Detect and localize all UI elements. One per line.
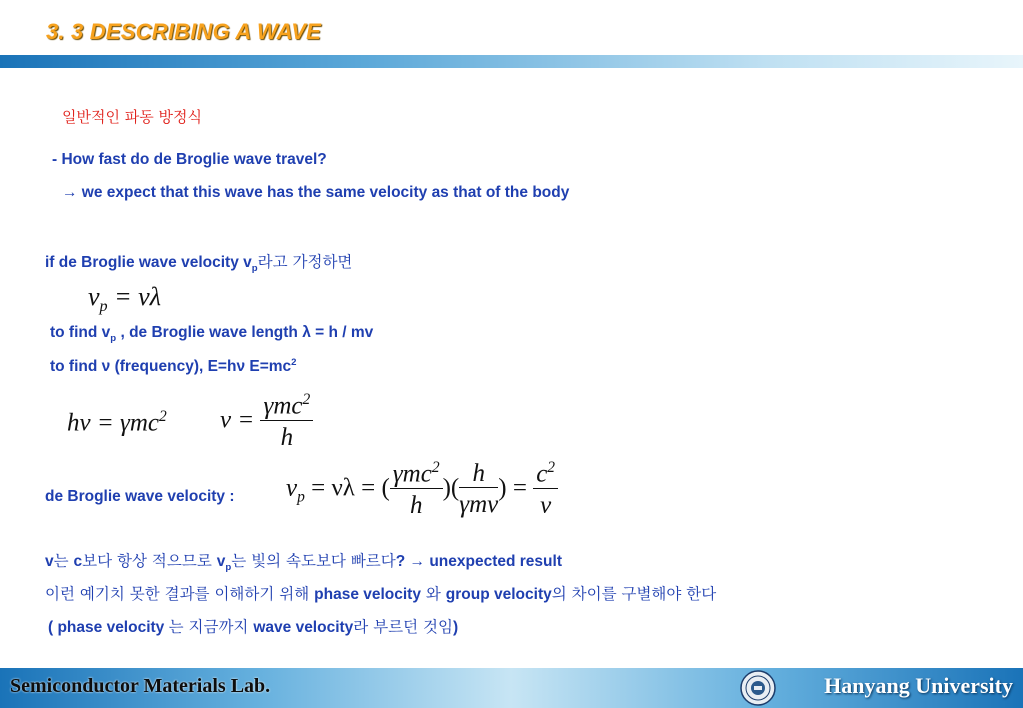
equation-energy — [67, 408, 167, 437]
cmp-e: v — [216, 553, 226, 570]
cmp-f: 는 빛의 속도보다 빠르다 — [231, 552, 396, 570]
note-line — [48, 615, 458, 637]
assumption-line — [45, 250, 352, 274]
eq4-f3-den: ν — [540, 491, 552, 519]
eq4-f1-den: h — [409, 491, 423, 519]
equation-broglie-velocity — [286, 460, 558, 519]
eq4-f2-den: γmv — [459, 490, 499, 518]
eq3-num-sup: 2 — [302, 391, 311, 408]
note-e: ) — [453, 619, 459, 636]
eq4-f3-num-sup: 2 — [547, 459, 556, 476]
footer-lab-name: Semiconductor Materials Lab. — [10, 675, 271, 697]
find-vp-line — [50, 324, 373, 344]
cmp-d: 보다 항상 적으므로 — [82, 552, 217, 570]
note-d: 라 부르던 것임 — [353, 618, 453, 636]
eq3-lhs: ν = — [220, 406, 255, 434]
eq1-lhs-sub: p — [99, 298, 108, 316]
eq1-rhs: = νλ — [114, 282, 161, 311]
equation-phase-velocity — [88, 282, 161, 316]
footer-bar — [0, 668, 1023, 708]
eq4-f1-num-sup: 2 — [431, 459, 440, 476]
eq3-fraction — [260, 392, 313, 451]
dist-b: phase velocity — [314, 586, 421, 603]
eq4-f3-num: c — [536, 460, 548, 488]
eq3-num: γmc — [263, 392, 303, 420]
find-frequency-text: to find ν (frequency), E=hν E=mc — [50, 358, 292, 376]
slide-title: 3. 3 DESCRIBING A WAVE — [46, 19, 321, 44]
assumption-suffix: 라고 가정하면 — [257, 253, 353, 271]
broglie-velocity-label: de Broglie wave velocity : — [45, 488, 235, 505]
find-vp-suffix: , de Broglie wave length λ = h / mv — [116, 324, 374, 341]
top-banner-bar — [0, 55, 1023, 68]
expectation-line: → we expect that this wave has the same velocity as that of the body — [62, 184, 570, 201]
eq4-fraction-1 — [390, 460, 443, 519]
note-b: 는 지금까지 — [168, 618, 254, 636]
eq4-between: )( — [442, 474, 460, 502]
cmp-g: ? → unexpected result — [395, 553, 562, 570]
eq1-lhs: v — [88, 282, 100, 311]
find-vp-sub: p — [110, 333, 117, 345]
equation-frequency — [220, 392, 313, 451]
find-frequency-sup: 2 — [291, 357, 297, 368]
eq4-lhs: v — [286, 474, 298, 502]
note-a: ( phase velocity — [48, 619, 169, 636]
comparison-line — [45, 549, 562, 573]
dist-e: 의 차이를 구별해야 한다 — [551, 585, 717, 603]
cmp-c: c — [73, 553, 83, 570]
dist-c: 와 — [420, 585, 446, 603]
university-seal-icon — [740, 670, 776, 706]
eq4-fraction-3 — [533, 460, 558, 519]
cmp-a: v — [45, 553, 54, 570]
eq4-lhs-sub: p — [297, 488, 305, 506]
eq2-sup: 2 — [158, 408, 167, 425]
cmp-e-sub: p — [225, 562, 232, 574]
question-line: - How fast do de Broglie wave travel? — [52, 151, 327, 168]
dist-a: 이런 예기치 못한 결과를 이해하기 위해 — [45, 585, 315, 603]
distinction-line — [45, 582, 716, 604]
find-frequency-line — [50, 357, 297, 376]
dist-d: group velocity — [445, 586, 552, 603]
find-vp-prefix: to find v — [50, 324, 111, 341]
eq4-f2-num: h — [459, 461, 498, 488]
eq4-mid: = νλ = ( — [311, 474, 390, 502]
eq4-close: ) = — [498, 474, 527, 502]
eq4-fraction-2 — [459, 461, 498, 519]
note-c: wave velocity — [253, 619, 354, 636]
eq3-den: h — [280, 423, 294, 451]
assumption-sub: p — [251, 263, 258, 275]
eq2-lhs: hν = γmc — [67, 409, 159, 437]
subtitle-korean: 일반적인 파동 방정식 — [62, 108, 202, 126]
assumption-prefix: if de Broglie wave velocity v — [45, 254, 252, 271]
eq4-f1-num: γmc — [392, 460, 432, 488]
footer-university-name: Hanyang University — [824, 673, 1013, 698]
cmp-b: 는 — [53, 552, 74, 570]
